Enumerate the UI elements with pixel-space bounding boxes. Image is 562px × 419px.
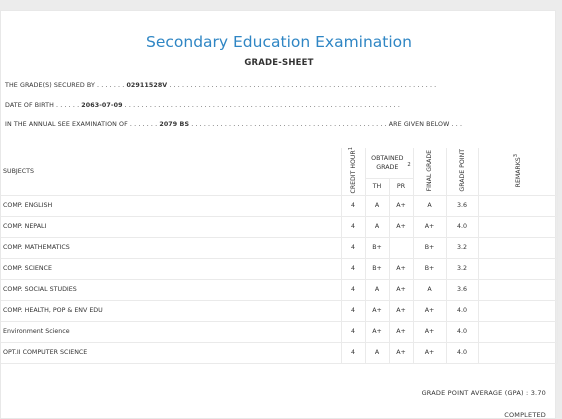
grades-table bbox=[1, 148, 558, 364]
pr-grade-cell: A+ bbox=[389, 300, 413, 321]
subjects-header: SUBJECTS bbox=[1, 148, 341, 195]
dob-line: DATE OF BIRTH . . . . . . 2063-07-09 . . . . . . . . . . . . . . . . . . . . . . . . . . . . . . . . . . . . . . . . . . . . . . . . . . . . . . . . . . . . . . . . . . bbox=[5, 102, 400, 109]
subject-cell: COMP. SOCIAL STUDIES bbox=[1, 279, 341, 300]
remarks-cell bbox=[478, 321, 557, 342]
status-text: COMPLETED bbox=[504, 411, 546, 419]
th-grade-cell: A+ bbox=[365, 321, 389, 342]
remarks-cell bbox=[478, 342, 557, 363]
credit-cell: 4 bbox=[341, 279, 365, 300]
credit-cell: 4 bbox=[341, 216, 365, 237]
pr-header: PR bbox=[389, 178, 413, 195]
remarks-cell bbox=[478, 300, 557, 321]
grade-point-cell: 3.6 bbox=[446, 195, 478, 216]
pr-grade-cell: A+ bbox=[389, 279, 413, 300]
remarks-cell bbox=[478, 237, 557, 258]
grade-point-cell: 3.2 bbox=[446, 237, 478, 258]
final-grade-cell: B+ bbox=[413, 237, 446, 258]
table-row bbox=[1, 321, 557, 342]
pr-grade-cell bbox=[389, 237, 413, 258]
exam-label: IN THE ANNUAL SEE EXAMINATION OF bbox=[5, 121, 128, 128]
credit-cell: 4 bbox=[341, 237, 365, 258]
final-grade-cell: A bbox=[413, 195, 446, 216]
subject-cell: COMP. HEALTH, POP & ENV EDU bbox=[1, 300, 341, 321]
grade-point-cell: 4.0 bbox=[446, 300, 478, 321]
th-grade-cell: A bbox=[365, 216, 389, 237]
th-header: TH bbox=[365, 178, 389, 195]
final-grade-cell: A+ bbox=[413, 216, 446, 237]
exam-year: 2079 BS bbox=[159, 121, 190, 128]
gpa-value: 3.70 bbox=[530, 389, 546, 397]
grade-point-header: GRADE POINT bbox=[446, 148, 478, 195]
gpa-summary bbox=[422, 389, 546, 397]
table-row bbox=[1, 195, 557, 216]
subject-cell: COMP. ENGLISH bbox=[1, 195, 341, 216]
exam-line: IN THE ANNUAL SEE EXAMINATION OF . . . . . . . 2079 BS . . . . . . . . . . . . . . . . . . . . . . . . . . . . . . . . . . . . . . . . . . . . . . . ARE GIVEN BELOW . . . bbox=[5, 121, 463, 128]
remarks-cell bbox=[478, 258, 557, 279]
final-grade-cell: A+ bbox=[413, 342, 446, 363]
credit-cell: 4 bbox=[341, 300, 365, 321]
credit-cell: 4 bbox=[341, 195, 365, 216]
symbol-number: 02911528V bbox=[126, 82, 168, 89]
table-row bbox=[1, 237, 557, 258]
grade-point-cell: 4.0 bbox=[446, 216, 478, 237]
remarks-cell bbox=[478, 279, 557, 300]
subject-cell: COMP. MATHEMATICS bbox=[1, 237, 341, 258]
th-grade-cell: A bbox=[365, 195, 389, 216]
pr-grade-cell: A+ bbox=[389, 342, 413, 363]
secured-by-line: THE GRADE(S) SECURED BY . . . . . . . 02911528V . . . . . . . . . . . . . . . . . . . . . . . . . . . . . . . . . . . . . . . . . . . . . . . . . . . . . . . . . . . . . . . . bbox=[5, 82, 437, 89]
dob-value: 2063-07-09 bbox=[81, 102, 123, 109]
th-grade-cell: A+ bbox=[365, 300, 389, 321]
dob-label: DATE OF BIRTH bbox=[5, 102, 54, 109]
pr-grade-cell: A+ bbox=[389, 321, 413, 342]
credit-cell: 4 bbox=[341, 342, 365, 363]
table-row bbox=[1, 342, 557, 363]
final-grade-header: FINAL GRADE bbox=[413, 148, 446, 195]
obtained-grade-header: OBTAINED GRADE $^2$ bbox=[365, 148, 413, 178]
pr-grade-cell: A+ bbox=[389, 216, 413, 237]
grade-point-cell: 4.0 bbox=[446, 321, 478, 342]
pr-grade-cell: A+ bbox=[389, 258, 413, 279]
secured-by-label: THE GRADE(S) SECURED BY bbox=[5, 82, 95, 89]
gpa-label: GRADE POINT AVERAGE (GPA) : bbox=[421, 389, 529, 397]
th-grade-cell: A bbox=[365, 279, 389, 300]
grade-point-cell: 4.0 bbox=[446, 342, 478, 363]
remarks-cell bbox=[478, 216, 557, 237]
subject-cell: COMP. SCIENCE bbox=[1, 258, 341, 279]
remarks-cell bbox=[478, 195, 557, 216]
table-row bbox=[1, 300, 557, 321]
sheet-subtitle: GRADE-SHEET bbox=[244, 58, 314, 68]
credit-hour-header: CREDIT HOUR$^1$ bbox=[341, 148, 365, 195]
credit-cell: 4 bbox=[341, 321, 365, 342]
subject-cell: COMP. NEPALI bbox=[1, 216, 341, 237]
table-row bbox=[1, 279, 557, 300]
th-grade-cell: B+ bbox=[365, 258, 389, 279]
pr-grade-cell: A+ bbox=[389, 195, 413, 216]
table-row bbox=[1, 258, 557, 279]
grade-point-cell: 3.6 bbox=[446, 279, 478, 300]
exam-suffix: ARE GIVEN BELOW bbox=[388, 121, 450, 128]
th-grade-cell: B+ bbox=[365, 237, 389, 258]
final-grade-cell: A+ bbox=[413, 300, 446, 321]
final-grade-cell: B+ bbox=[413, 258, 446, 279]
final-grade-cell: A bbox=[413, 279, 446, 300]
table-row bbox=[1, 216, 557, 237]
grade-sheet bbox=[0, 10, 556, 419]
grade-point-cell: 3.2 bbox=[446, 258, 478, 279]
final-grade-cell: A+ bbox=[413, 321, 446, 342]
credit-cell: 4 bbox=[341, 258, 365, 279]
exam-title: Secondary Education Examination bbox=[146, 33, 412, 51]
remarks-header: REMARKS$^3$ bbox=[478, 148, 557, 195]
th-grade-cell: A bbox=[365, 342, 389, 363]
subject-cell: Environment Science bbox=[1, 321, 341, 342]
subject-cell: OPT.II COMPUTER SCIENCE bbox=[1, 342, 341, 363]
